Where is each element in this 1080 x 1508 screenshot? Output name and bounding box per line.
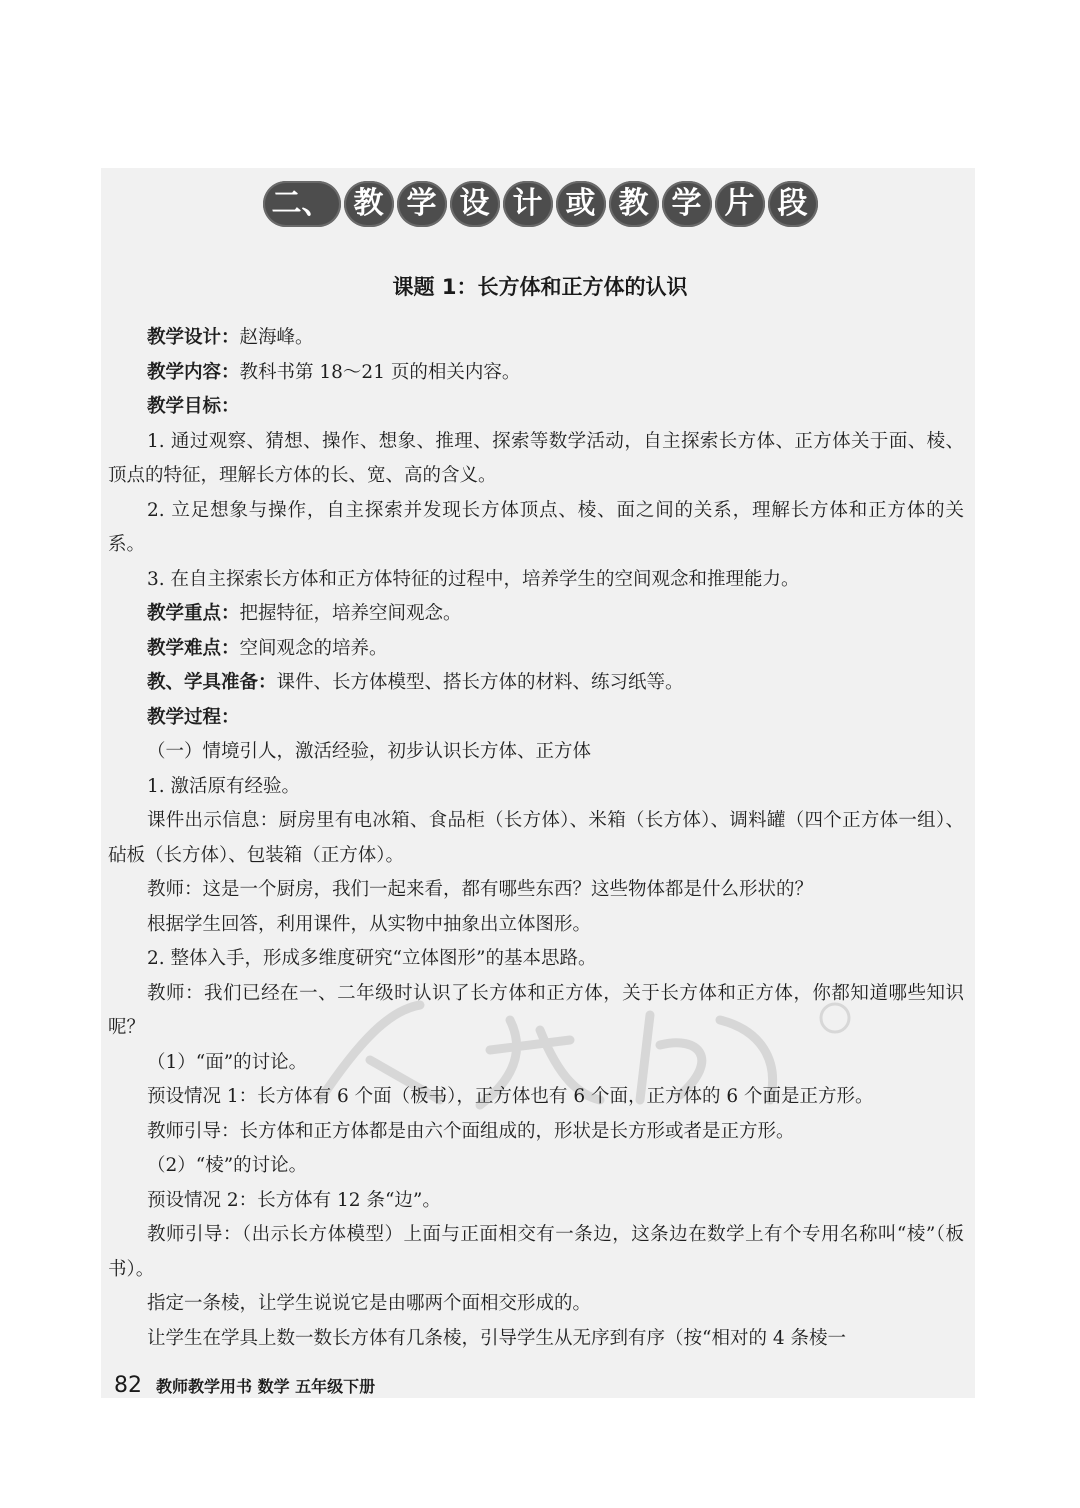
paragraph-text: 1. 激活原有经验。 bbox=[147, 775, 301, 797]
section-banner bbox=[0, 181, 1080, 227]
paragraph-text: 赵海峰。 bbox=[239, 327, 314, 348]
paragraph-text: 课件出示信息：厨房里有电冰箱、食品柜（长方体）、米箱（长方体）、调料罐（四个正方体一组）、砧板（长方体）、包装箱（正方体）。 bbox=[108, 810, 964, 866]
paragraph-text: 教师：这是一个厨房，我们一起来看，都有哪些东西？这些物体都是什么形状的？ bbox=[147, 879, 814, 900]
paragraph bbox=[108, 1115, 964, 1150]
paragraph-text: 3. 在自主探索长方体和正方体特征的过程中，培养学生的空间观念和推理能力。 bbox=[147, 568, 800, 590]
paragraph-text: 课件、长方体模型、搭长方体的材料、练习纸等。 bbox=[276, 672, 684, 693]
paragraph-label: 教学重点： bbox=[147, 603, 240, 624]
banner-char: 计 bbox=[503, 181, 553, 227]
paragraph bbox=[108, 770, 964, 805]
paragraph-text: 根据学生回答，利用课件，从实物中抽象出立体图形。 bbox=[147, 913, 592, 935]
paragraph-text: 2. 整体入手，形成多维度研究“立体图形”的基本思路。 bbox=[147, 948, 597, 969]
paragraph-label: 教学内容： bbox=[147, 361, 240, 383]
paragraph-text: 教师引导：长方体和正方体都是由六个面组成的，形状是长方形或者是正方形。 bbox=[147, 1120, 795, 1142]
paragraph-label: 教学目标： bbox=[147, 396, 240, 417]
paragraph bbox=[108, 1184, 964, 1219]
page-footer bbox=[114, 1372, 375, 1401]
paragraph bbox=[108, 1287, 964, 1322]
banner-char: 教 bbox=[344, 181, 394, 227]
paragraph bbox=[108, 977, 964, 1046]
banner-char: 学 bbox=[662, 181, 712, 227]
paragraph-text: 预设情况 2：长方体有 12 条“边”。 bbox=[147, 1189, 441, 1211]
paragraph-text: 让学生在学具上数一数长方体有几条棱，引导学生从无序到有序（按“相对的 4 条棱一 bbox=[147, 1327, 846, 1349]
paragraph-text: （2）“棱”的讨论。 bbox=[147, 1155, 308, 1176]
banner-char: 二、 bbox=[263, 181, 341, 227]
paragraph bbox=[108, 804, 964, 873]
paragraph-text: 空间观念的培养。 bbox=[239, 637, 388, 659]
paragraph-text: 教师：我们已经在一、二年级时认识了长方体和正方体，关于长方体和正方体，你都知道哪些知识呢？ bbox=[108, 982, 964, 1038]
banner-char: 段 bbox=[768, 181, 818, 227]
paragraph-text: 教师引导：（出示长方体模型）上面与正面相交有一条边，这条边在数学上有个专用名称叫“棱”（板书）。 bbox=[108, 1224, 964, 1280]
banner-char: 设 bbox=[450, 181, 500, 227]
paragraph-label: 教学难点： bbox=[147, 637, 240, 659]
paragraph bbox=[108, 873, 964, 908]
banner-char: 或 bbox=[556, 181, 606, 227]
paragraph-text: 把握特征，培养空间观念。 bbox=[239, 603, 462, 624]
lesson-title: 课题 1：长方体和正方体的认识 bbox=[392, 275, 688, 299]
paragraph bbox=[108, 390, 964, 425]
paragraph bbox=[108, 356, 964, 391]
paragraph-text: 2. 立足想象与操作，自主探索并发现长方体顶点、棱、面之间的关系，理解长方体和正方体的关系。 bbox=[108, 499, 964, 555]
paragraph bbox=[108, 632, 964, 667]
paragraph-label: 教学设计： bbox=[147, 327, 240, 348]
banner-char: 学 bbox=[397, 181, 447, 227]
paragraph-text: 1. 通过观察、猜想、操作、想象、推理、探索等数学活动，自主探索长方体、正方体关于面、棱、顶点的特征，理解长方体的长、宽、高的含义。 bbox=[108, 430, 964, 486]
paragraph bbox=[108, 908, 964, 943]
paragraph-label: 教学过程： bbox=[147, 706, 240, 728]
paragraph bbox=[108, 597, 964, 632]
banner-char: 片 bbox=[715, 181, 765, 227]
paragraph bbox=[108, 321, 964, 356]
paragraph bbox=[108, 666, 964, 701]
paragraph bbox=[108, 1149, 964, 1184]
paragraph bbox=[108, 735, 964, 770]
paragraph bbox=[108, 1080, 964, 1115]
body-text bbox=[108, 321, 964, 1356]
paragraph-label: 教、学具准备： bbox=[147, 672, 277, 693]
paragraph-text: 教科书第 18～21 页的相关内容。 bbox=[239, 361, 521, 383]
paragraph bbox=[108, 425, 964, 494]
paragraph bbox=[108, 1322, 964, 1357]
paragraph-text: 指定一条棱，让学生说说它是由哪两个面相交形成的。 bbox=[147, 1293, 592, 1314]
paragraph-text: （1）“面”的讨论。 bbox=[147, 1051, 308, 1073]
paragraph bbox=[108, 563, 964, 598]
paragraph bbox=[108, 1046, 964, 1081]
page-number: 82 bbox=[114, 1373, 142, 1398]
book-title: 教师教学用书 数学 五年级下册 bbox=[156, 1377, 376, 1396]
paragraph bbox=[108, 942, 964, 977]
paragraph-text: （一）情境引人，激活经验，初步认识长方体、正方体 bbox=[147, 741, 592, 762]
paragraph-text: 预设情况 1：长方体有 6 个面（板书），正方体也有 6 个面，正方体的 6 个面是正方形。 bbox=[147, 1086, 874, 1107]
paragraph bbox=[108, 701, 964, 736]
banner-char: 教 bbox=[609, 181, 659, 227]
paragraph bbox=[108, 494, 964, 563]
paragraph bbox=[108, 1218, 964, 1287]
